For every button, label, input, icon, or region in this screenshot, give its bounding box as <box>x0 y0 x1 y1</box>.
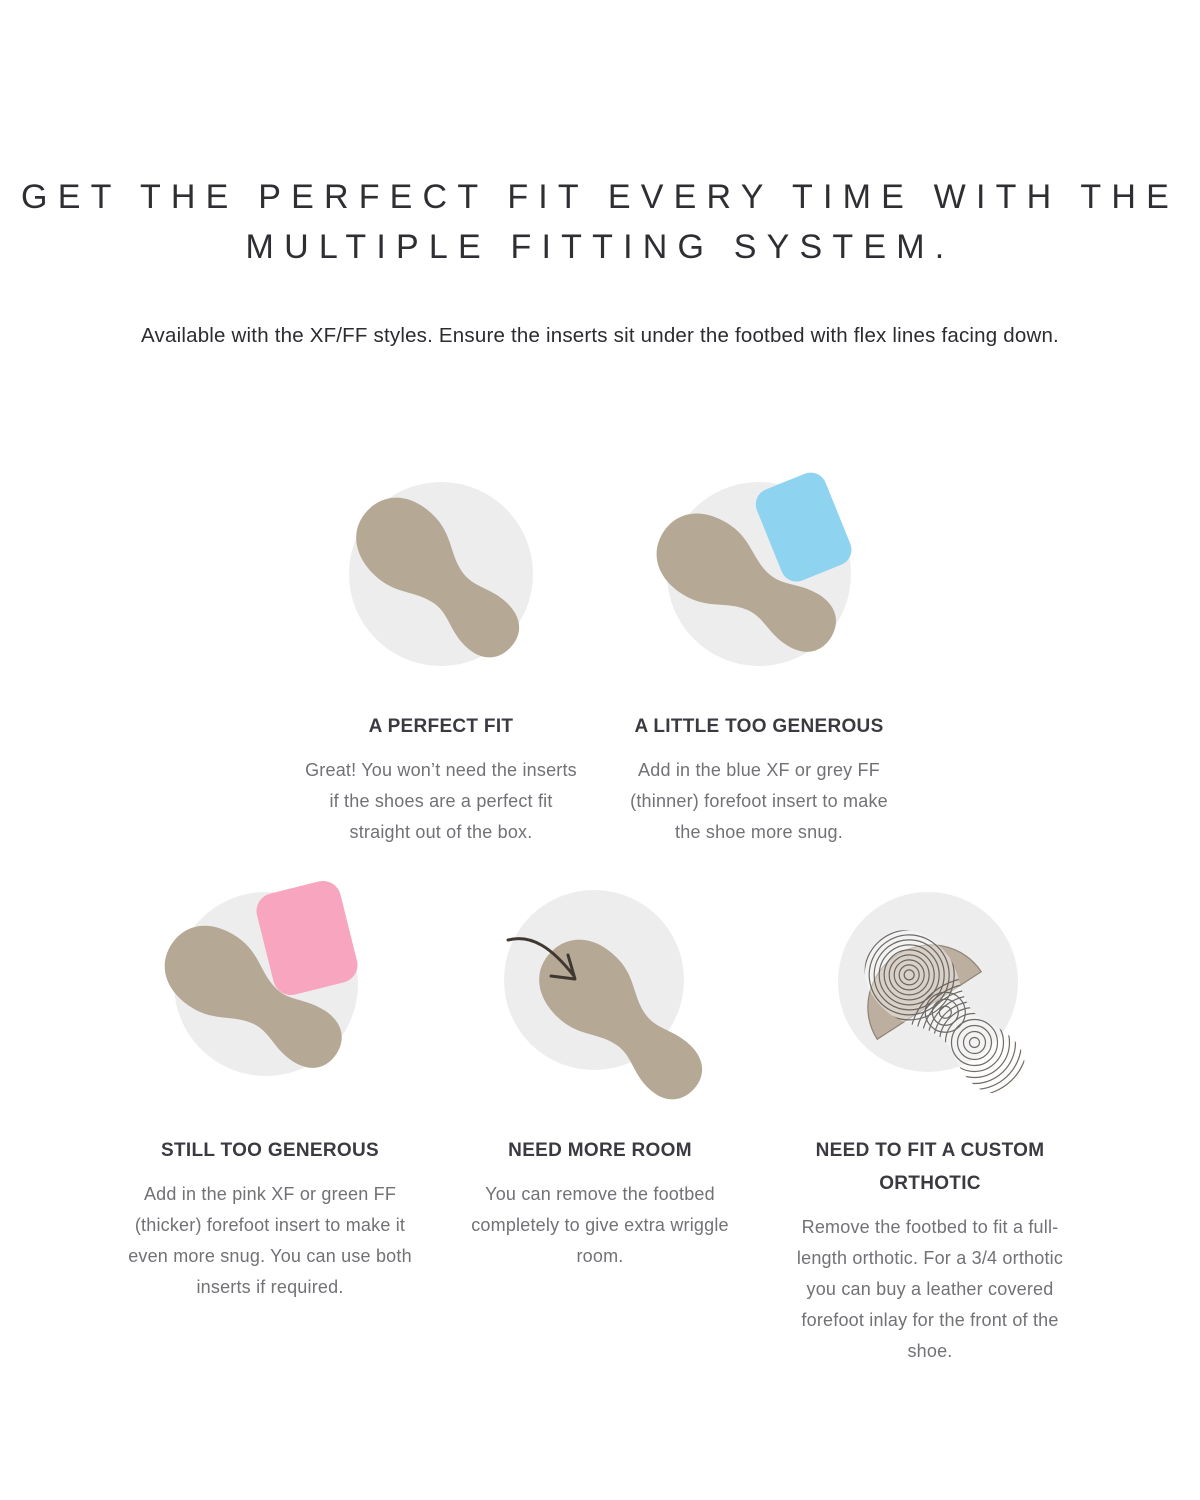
page-title-line2: MULTIPLE FITTING SYSTEM. <box>245 228 955 266</box>
fit-card-title: STILL TOO GENEROUS <box>161 1140 379 1161</box>
page-title-line1: GET THE PERFECT FIT EVERY TIME WITH THE <box>21 178 1179 216</box>
fit-options-row-2 <box>0 880 1200 1367</box>
insole-blue-insert-icon <box>649 468 869 688</box>
insole-pink-insert-icon <box>158 880 382 1104</box>
insole-icon <box>331 468 551 688</box>
fit-card-still-too-generous <box>109 880 431 1303</box>
fit-card-description: Remove the footbed to fit a full-length orthotic. For a 3/4 orthotic you can buy a leather covered forefoot inlay for the front of the shoe. <box>796 1217 1064 1361</box>
fit-options-row-1 <box>0 468 1200 848</box>
fit-card-title: NEED TO FIT A CUSTOM ORTHOTIC <box>815 1140 1045 1194</box>
fit-card-need-more-room <box>439 880 761 1272</box>
page-subtitle: Available with the XF/FF styles. Ensure the inserts sit under the footbed with flex lines facing down. <box>141 324 1059 347</box>
fit-card-description: Add in the blue XF or grey FF (thinner) forefoot insert to make the shoe more snug. <box>630 760 888 842</box>
page-title <box>0 172 1200 272</box>
insole-remove-arrow-icon <box>488 880 712 1104</box>
fit-card-description: You can remove the footbed completely to give extra wriggle room. <box>471 1184 729 1266</box>
fit-card-little-too-generous <box>607 468 911 848</box>
fit-card-title: A LITTLE TOO GENEROUS <box>634 716 884 737</box>
fit-card-description: Add in the pink XF or green FF (thicker) forefoot insert to make it even more snug. You can use both inserts if required. <box>128 1184 412 1297</box>
fit-card-title: A PERFECT FIT <box>368 716 514 737</box>
fingerprint-orthotic-icon <box>818 880 1042 1104</box>
fit-card-custom-orthotic <box>769 880 1091 1367</box>
fit-card-description: Great! You won’t need the inserts if the shoes are a perfect fit straight out of the box. <box>305 760 577 842</box>
fit-card-title: NEED MORE ROOM <box>508 1140 692 1161</box>
fit-card-perfect-fit <box>289 468 593 848</box>
